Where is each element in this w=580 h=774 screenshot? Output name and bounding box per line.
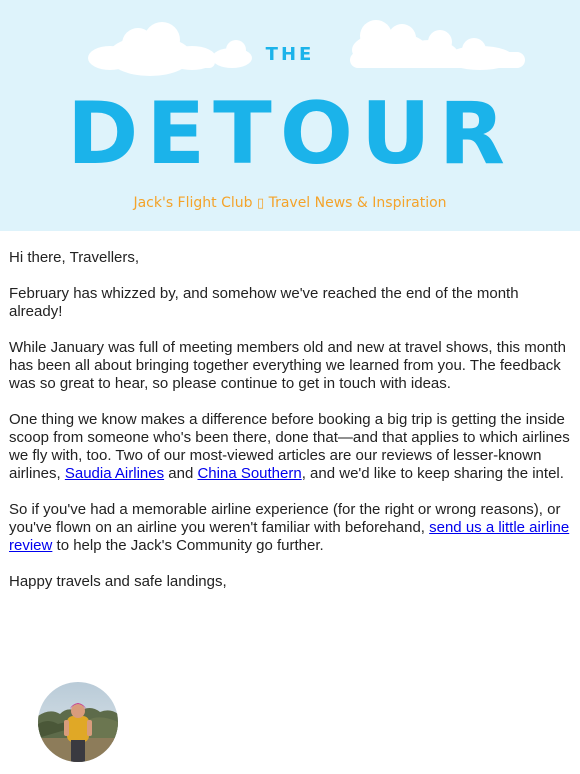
author-avatar [38,682,118,762]
tagline-separator: ▯ [256,196,265,211]
paragraph-3-and: and [164,465,198,482]
signoff: Happy travels and safe landings, [9,573,227,590]
newsletter-header [0,0,580,231]
paragraph-4-text: So if you've had a memorable airline experience (for the right or wrong reasons), or you've flown on an airline you weren't familiar with beforehand, [9,501,561,536]
paragraph-3-text: One thing we know makes a difference before booking a big trip is getting the inside scoop from someone who's been there, done that—and that applies to which airlines we fly with, too. Two of our most-viewed articles are our reviews of lesser-known airlines, [9,411,570,482]
paragraph-3 [9,411,571,483]
paragraph-3-end: , and we'd like to keep sharing the intel. [301,465,564,482]
paragraph-2: While January was full of meeting members old and new at travel shows, this month has been all about bringing together everything we learned from you. The feedback was so great to hear, so please continue to get in touch with ideas. [9,339,566,392]
paragraph-1: February has whizzed by, and somehow we've reached the end of the month already! [9,285,519,320]
saudia-airlines-link[interactable]: Saudia Airlines [64,465,165,482]
china-southern-link[interactable]: China Southern [197,465,302,482]
paragraph-4 [9,501,571,555]
newsletter-title: DETOUR [67,84,513,184]
tagline-brand: Jack's Flight Club [133,195,253,211]
tagline [0,195,580,211]
person-photo-icon [38,682,118,762]
email-body [0,231,580,591]
tagline-subtitle: Travel News & Inspiration [268,195,447,211]
airline-review-link[interactable]: send us a little airline review [9,519,570,554]
greeting: Hi there, Travellers, [9,249,140,266]
header-the: THE [265,44,315,65]
paragraph-4-end: to help the Jack's Community go further. [52,537,324,554]
